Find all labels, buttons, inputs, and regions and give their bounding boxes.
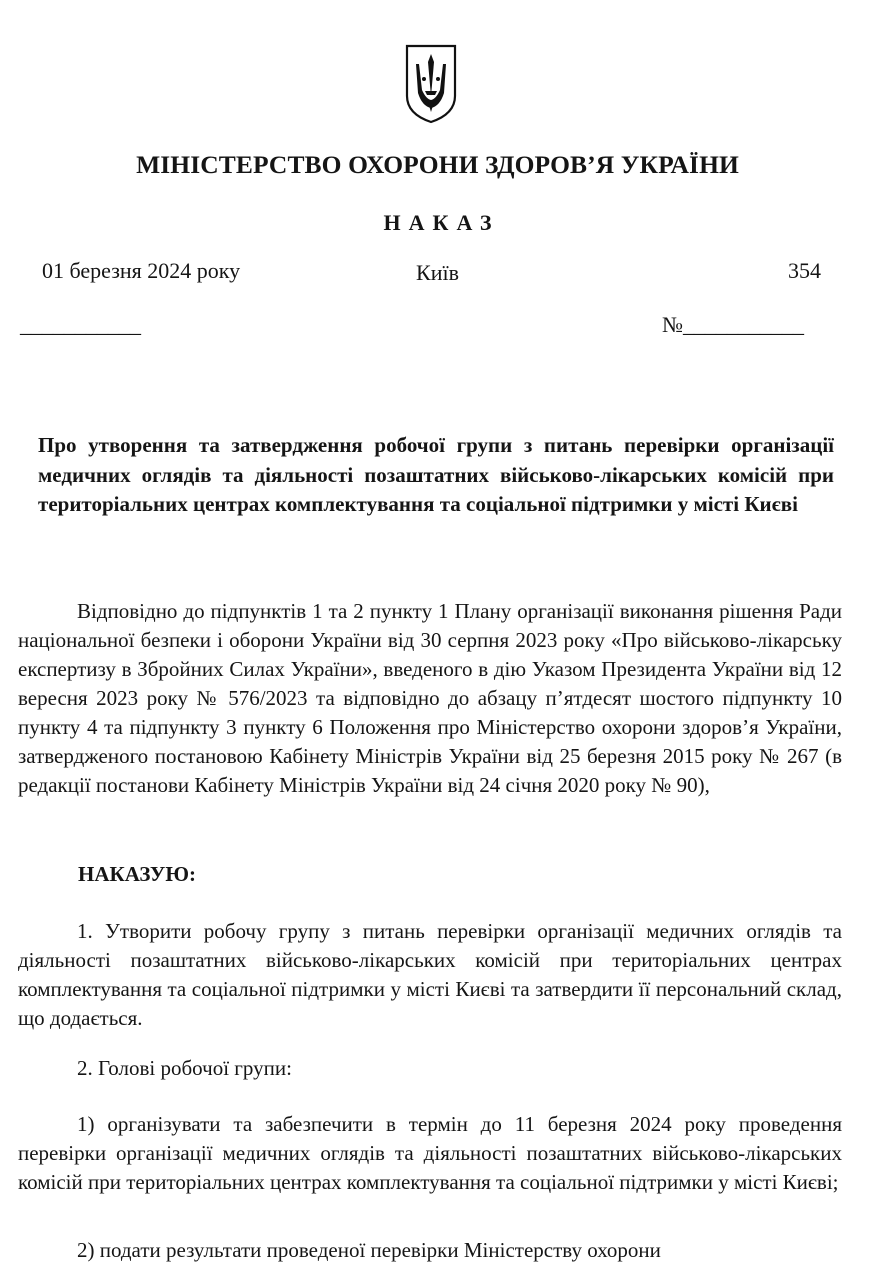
preamble-paragraph: Відповідно до підпунктів 1 та 2 пункту 1 Плану організації виконання рішення Ради національної безпеки і оборони України від 30 серпня 2023 року «Про військово-лікарську експертизу в Збройних Силах України», введеного в дію Указом Президента України від 12 вересня 2023 року № 576/2023 та відповідно до абзацу п’ятдесят шостого підпункту 10 пункту 4 та підпункту 3 пункту 6 Положення про Міністерство охорони здоров’я України, затвердженого постановою Кабінету Міністрів України від 25 березня 2015 року № 267 (в редакції постанови Кабінету Міністрів України від 24 січня 2020 року № 90), [18, 599, 842, 797]
ministry-name: МІНІСТЕРСТВО ОХОРОНИ ЗДОРОВ’Я УКРАЇНИ [136, 150, 739, 179]
order-title: Про утворення та затвердження робочої групи з питань перевірки організації медичних оглядів та діяльності позаштатних військово-лікарських комісій при територіальних центрах комплектування та соціальної підтримки у місті Києві [38, 433, 834, 516]
order-subitem-2-1: 1) організувати та забезпечити в термін до 11 березня 2024 року проведення перевірки організації медичних оглядів та діяльності позаштатних військово-лікарських комісій при територіальних центрах комплектування та соціальної підтримки у місті Києві; [18, 1112, 842, 1194]
orders-heading: НАКАЗУЮ: [78, 862, 196, 886]
blank-date-line: ___________ [20, 312, 141, 337]
order-number: 354 [788, 258, 821, 283]
order-date: 01 березня 2024 року [42, 258, 241, 283]
order-item-2: 2. Голові робочої групи: [77, 1056, 292, 1080]
order-item-1: 1. Утворити робочу групу з питань перевірки організації медичних оглядів та діяльності позаштатних військово-лікарських комісій при територіальних центрах комплектування та соціальної підтримки у місті Києві та затвердити її персональний склад, що додається. [18, 919, 842, 1030]
ukraine-trident-coat-of-arms-icon [402, 42, 460, 124]
blank-number-line: №___________ [662, 312, 804, 337]
order-city: Київ [416, 260, 459, 285]
order-subitem-2-2: 2) подати результати проведеної перевірки Міністерству охорони [77, 1238, 661, 1262]
document-type: НАКАЗ [383, 210, 500, 235]
